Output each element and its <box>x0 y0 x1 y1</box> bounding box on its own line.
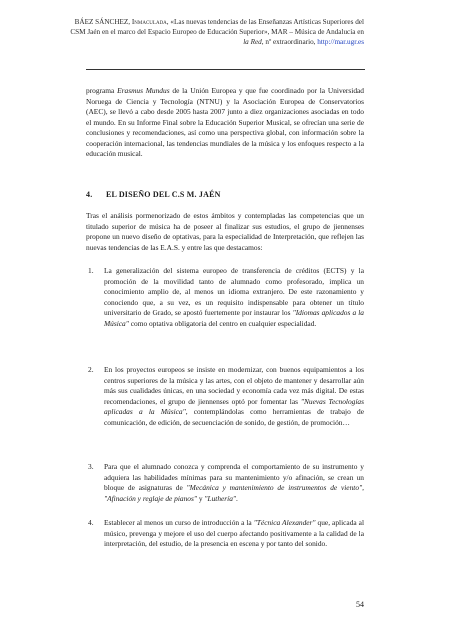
header-divider <box>86 69 365 70</box>
list-text-b: como optativa obligatoria del centro en cualquier especialidad. <box>128 318 317 328</box>
list-text <box>104 462 364 504</box>
list-text-b: que, aplicada al músico, prevenga y mejore el uso del cuerpo afectando positivamente a la calidad de la interpretación, del estudio, de la presencia en escena y por tanto del sonido. <box>104 518 365 548</box>
list-text-a: Para que el alumnado conozca y comprenda el comportamiento de su instrumento y adquiera las habilidades mínimas para su mantenimiento y/o afinación, se crean un bloque de asignaturas de <box>104 462 364 492</box>
list-number: 3. <box>88 462 94 471</box>
section-number: 4. <box>86 190 93 199</box>
list-text-a: Establecer al menos un curso de introducción a la <box>104 518 254 527</box>
list-number: 2. <box>88 365 94 374</box>
header-line-2: CSM Jaén en el marco del Espacio Europeo de Educación Superior», MAR – Música de Andalucía en <box>70 28 364 36</box>
paragraph-analysis: Tras el análisis pormenorizado de estos ámbitos y contempladas las competencias que un titulado superior de música ha de poseer al finalizar sus estudios, el grupo de jiennenses propone un nuevo diseño de optativas, para la especialidad de Interpretación, que reflejen las nuevas tendencias de las E.A.S. y entre las que destacamos: <box>86 211 364 252</box>
list-text <box>104 518 364 550</box>
section-title: EL DISEÑO DEL C.S M. JAÉN <box>106 190 221 199</box>
paragraph-intro-a: programa <box>86 86 118 95</box>
header-line-3 <box>34 37 364 47</box>
list-text <box>104 365 364 428</box>
header-journal: la Red <box>243 38 262 46</box>
list-number: 1. <box>88 266 94 275</box>
list-text-b: , contemplándolas como herramientas de trabajo de comunicación, de edición, de secuenciación de sonido, de gestión, de promoción… <box>104 407 364 427</box>
header-line-1 <box>34 17 364 27</box>
list-text-c: . <box>236 493 238 503</box>
list-text-a: La generalización del sistema europeo de transferencia de créditos (ECTS) y la promoción de la movilidad tanto de alumnado como profesorado, implica un conocimiento amplio de, al menos un idioma extranjero. De este razonamiento y conociendo que, a su vez, es un requisito indispensable para obtener un título universitario de Grado, se apostó fuertemente por instaurar los <box>104 266 364 317</box>
header-issue: , nº extraordinario, <box>261 38 318 46</box>
list-text <box>104 266 364 329</box>
list-text-italic: "Idiomas aplicados a la Música" <box>104 308 364 328</box>
list-text-italic-2: "Luthería" <box>204 493 237 503</box>
paragraph-intro-b: de la Unión Europea y que fue coordinado por la Universidad Noruega de Ciencia y Tecnología (NTNU) y la Asociación Europea de Conservatorios (AEC), se llevó a cabo desde 2005 hasta 2007 junto a diez organizaciones asociadas en todo el mundo. En su Informe Final sobre la Educación Superior Musical, se ofrecían una serie de conclusiones y recomendaciones, así como una perspectiva global, con información sobre la cooperación internacional, las tendencias mundiales de la música y los enfoques respecto a la educación musical. <box>86 86 364 158</box>
header-author: BÁEZ SÁNCHEZ, Inmaculada, <box>74 18 169 26</box>
list-text-italic: "Técnica Alexander" <box>253 518 316 527</box>
header-link[interactable]: http://mar.ugr.es <box>317 38 364 46</box>
list-text-b: y <box>196 493 205 503</box>
list-number: 4. <box>88 518 94 527</box>
running-header <box>34 17 364 47</box>
list-text-italic: "Nuevas Tecnologías aplicadas a la Música" <box>104 396 364 416</box>
list-text-italic: "Mecánica y mantenimiento de instrumentos de viento", "Afinación y reglaje de pianos" <box>104 483 364 503</box>
header-title-start: «Las nuevas tendencias de las Enseñanzas Artísticas Superiores del <box>168 18 364 26</box>
paragraph-intro-italic: Erasmus Mundus <box>117 86 170 95</box>
section-heading <box>86 190 364 199</box>
page-number: 54 <box>356 600 364 609</box>
paragraph-intro <box>86 86 364 160</box>
list-text-a: En los proyectos europeos se insiste en modernizar, con buenos equipamientos a los centros superiores de la música y las artes, con el objeto de mantener y desarrollar aún más sus cualidades únicas, en una sociedad y economía cada vez más digital. De estas recomendaciones, el grupo de jiennenses optó por fomentar las <box>104 365 364 406</box>
